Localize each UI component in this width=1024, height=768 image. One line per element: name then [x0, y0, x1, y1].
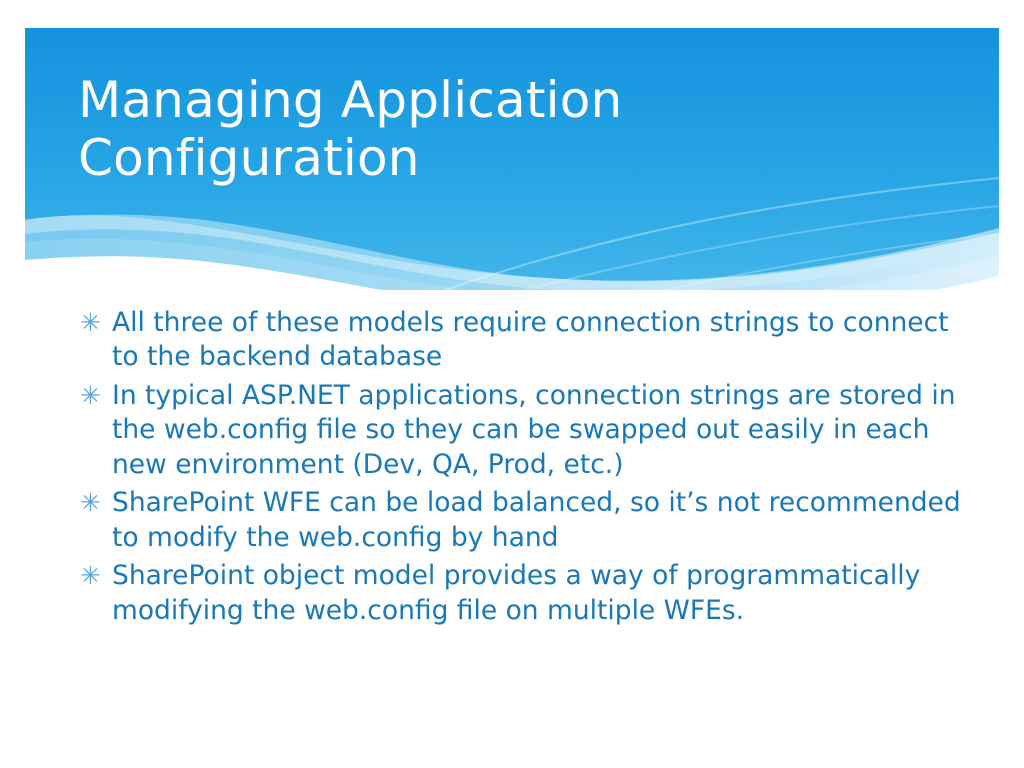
slide-title: Managing Application Configuration [78, 71, 623, 187]
bullet-text: In typical ASP.NET applications, connection strings are stored in the web.config file so they can be swapped out easily in each new environment (Dev, QA, Prod, etc.) [112, 379, 956, 480]
list-item [70, 559, 970, 628]
asterisk-bullet-icon: ✳ [80, 488, 101, 518]
bullet-text: All three of these models require connection strings to connect to the backend database [112, 307, 949, 373]
bullet-text: SharePoint WFE can be load balanced, so it’s not recommended to modify the web.config by hand [112, 487, 961, 553]
asterisk-bullet-icon: ✳ [80, 308, 101, 337]
list-item [70, 486, 970, 555]
slide-body [70, 306, 970, 632]
list-item [70, 306, 970, 375]
asterisk-bullet-icon: ✳ [80, 380, 101, 410]
bullet-list [70, 306, 970, 628]
asterisk-bullet-icon: ✳ [80, 561, 101, 591]
list-item [70, 379, 970, 482]
bullet-text: SharePoint object model provides a way of programmatically modifying the web.config file on multiple WFEs. [112, 560, 921, 626]
